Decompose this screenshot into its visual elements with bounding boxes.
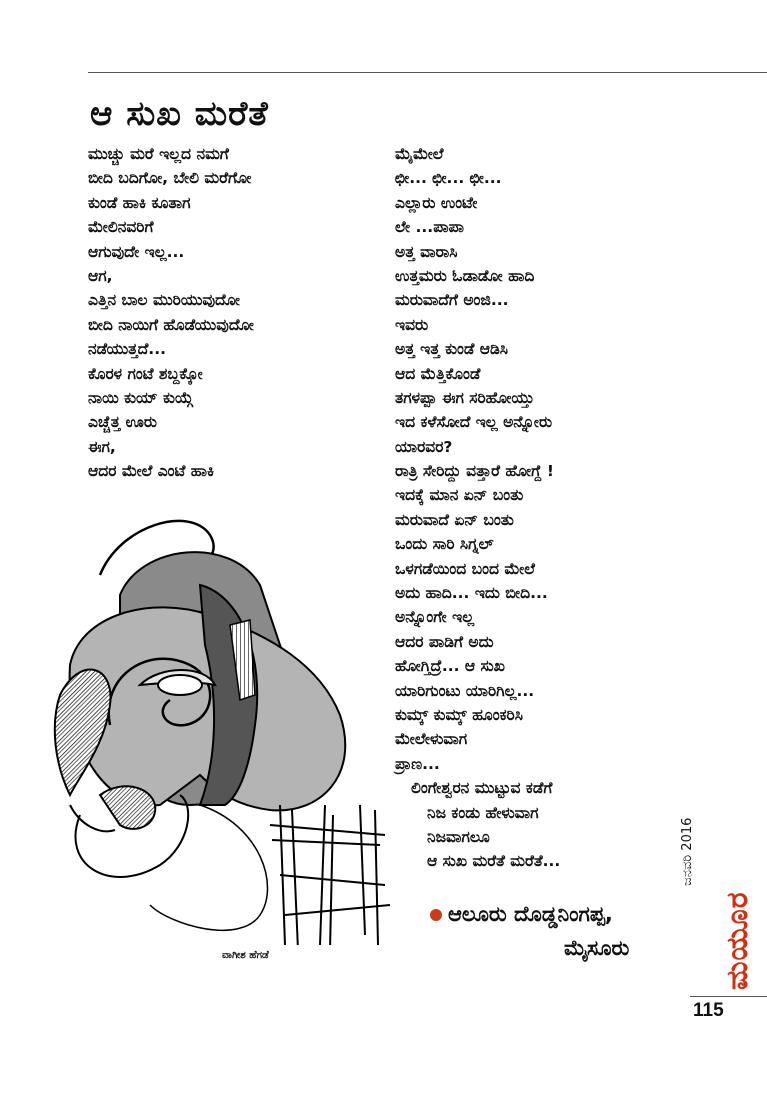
poem-line: ರಾತ್ರಿ ಸೇರಿದ್ದು ವತ್ತಾರೆ ಹೋಗ್ದೆ !: [395, 462, 554, 481]
poem-line: ಛೀ... ಛೀ... ಛೀ...: [395, 169, 502, 188]
bullet-icon: [430, 909, 442, 921]
poem-line: ಇದಕ್ಕೆ ಮಾನ ಏನ್ ಬಂತು: [395, 486, 524, 505]
author-name-line: [430, 897, 629, 931]
bottom-rule: [690, 996, 767, 997]
poem-line: ಬೀದಿ ನಾಯಿಗೆ ಹೊಡೆಯುವುದೋ: [88, 315, 254, 334]
poem-line: ಇವರು: [395, 315, 429, 334]
poem-line: ನಿಜವಾಗಲೂ: [427, 827, 490, 846]
abstract-illustration: [40, 505, 420, 945]
poem-line: ಲೇ ...ಪಾಪಾ: [395, 218, 465, 237]
poem-line: ಆದರ ಪಾಡಿಗೆ ಅದು: [395, 632, 494, 651]
poem-line: ಎಲ್ಲಾರು ಉಂಟೇ: [395, 193, 478, 212]
author-place: ಮೈಸೂರು: [564, 936, 630, 960]
page-number: 115: [693, 1000, 724, 1021]
poem-line: ಮುಚ್ಚು ಮರೆ ಇಲ್ಲದ ನಮಗೆ: [88, 145, 229, 163]
poem-line: ಒಳಗಡೆಯಿಂದ ಬಂದ ಮೇಲೆ: [395, 559, 535, 578]
poem-line: ಅನ್ನೊಂಗೇ ಇಲ್ಲ: [395, 608, 475, 627]
poem-line: ಅತ್ತ ಇತ್ತ ಕುಂಡೆ ಆಡಿಸಿ: [395, 340, 509, 359]
poem-line: ಮರುವಾದೆ ಏನ್ ಬಂತು: [395, 510, 514, 529]
author-name: ಆಲೂರು ದೊಡ್ಡನಿಂಗಪ್ಪ,: [448, 902, 613, 926]
poem-left-column: [88, 142, 254, 483]
poem-line: ಕೊರಳ ಗಂಟೆ ಶಬ್ದಕ್ಕೋ: [88, 364, 203, 383]
author-block: [430, 897, 629, 965]
poem-line: ನಿಜ ಕಂಡು ಹೇಳುವಾಗ: [427, 803, 539, 822]
poem-line: ಪ್ರಾಣ...: [395, 754, 440, 773]
poem-line: ಯಾರಿಗುಂಟು ಯಾರಿಗಿಲ್ಲ...: [395, 681, 535, 700]
poem-line: ಎಚ್ಚೆತ್ತ ಊರು: [88, 413, 157, 432]
poem-line: ಇದ ಕಳೆಸೋದೆ ಇಲ್ಲ ಅನ್ನೋರು: [395, 413, 553, 432]
poem-line: ಹೋಗ್ತಿದ್ರೆ... ಆ ಸುಖ: [395, 657, 505, 676]
poem-line: ಕುಮ್ಕ್ ಕುಮ್ಕ್ ಹೂಂಕರಿಸಿ: [395, 705, 523, 724]
magazine-logo: ಮಯೂರ: [720, 891, 755, 990]
poem-line: ಮೇಲಿನವರಿಗೆ: [88, 218, 154, 237]
poem-line: ಉತ್ತಮರು ಓಡಾಡೋ ಹಾದಿ: [395, 266, 535, 285]
poem-line: ತಗಳಪ್ಪಾ ಈಗ ಸರಿಹೋಯ್ತು: [395, 388, 535, 407]
poem-line: ಆಗ,: [88, 266, 113, 285]
poem-line: ಕುಂಡೆ ಹಾಕಿ ಕೂತಾಗ: [88, 193, 191, 212]
poem-line: ಯಾರವರ?: [395, 437, 453, 456]
poem-line: ಅತ್ತ ವಾರಾಸಿ: [395, 242, 458, 261]
poem-line: ಆಗುವುದೇ ಇಲ್ಲ...: [88, 242, 185, 261]
poem-line: ನಾಯಿ ಕುಯ್ ಕುಯ್ಗೆ: [88, 388, 194, 407]
poem-line: ಈಗ,: [88, 437, 116, 456]
poem-line: ಅದು ಹಾದಿ... ಇದು ಬೀದಿ...: [395, 584, 548, 603]
poem-line: ಒಂದು ಸಾರಿ ಸಿಗ್ನಲ್: [395, 535, 494, 554]
poem-title: ಆ ಸುಖ ಮರೆತೆ: [90, 94, 269, 134]
poem-line: ಬೀದಿ ಬದಿಗೋ, ಬೇಲಿ ಮರೆಗೋ: [88, 169, 252, 188]
poem-line: ಮೇಲೇಳುವಾಗ: [395, 730, 468, 749]
top-rule: [88, 72, 767, 73]
poem-line: ಲಿಂಗೇಶ್ವರನ ಮುಟ್ಟುವ ಕಡೆಗೆ: [411, 779, 553, 798]
illustrator-credit: ವಾಗೀಶ ಹೆಗಡೆ: [222, 950, 269, 961]
poem-line: ಎತ್ತಿನ ಬಾಲ ಮುರಿಯುವುದೋ: [88, 291, 240, 310]
poem-line: ಆದರ ಮೇಲೆ ಎಂಟೆ ಹಾಕಿ: [88, 462, 215, 481]
poem-line: ನಡೆಯುತ್ತದೆ...: [88, 340, 166, 359]
issue-date: ಜನವರಿ 2016: [680, 817, 695, 886]
poem-line: ಮೈಮೇಲೆ: [395, 145, 444, 163]
poem-line: ಮರುವಾದೆಗೆ ಅಂಜಿ...: [395, 291, 509, 310]
poem-line: ಆ ಸುಖ ಮರೆತೆ ಮರೆತೆ...: [427, 852, 561, 871]
poem-line: ಆದ ಮೆತ್ತಿಕೊಂಡೆ: [395, 364, 481, 383]
